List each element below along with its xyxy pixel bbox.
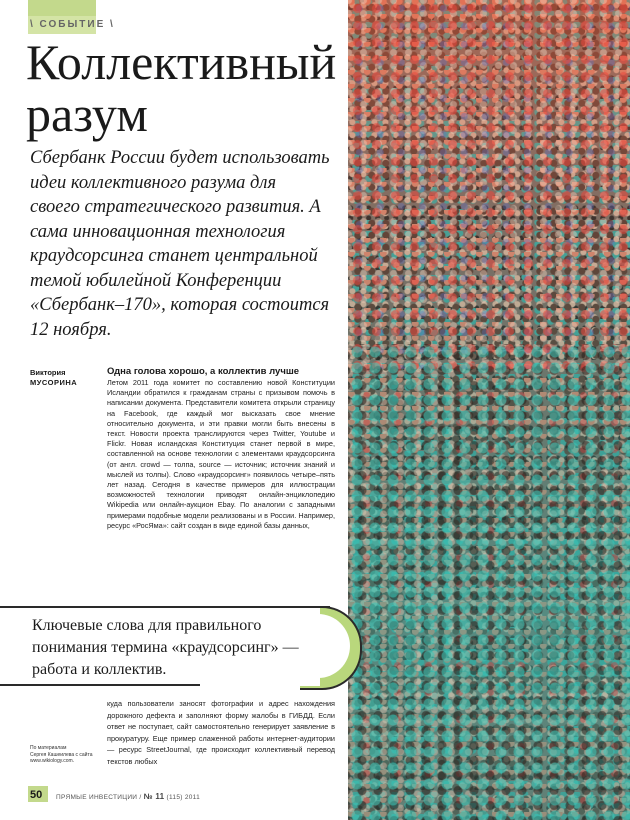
section-label: \ СОБЫТИЕ \ — [30, 19, 115, 30]
magazine-name: ПРЯМЫЕ ИНВЕСТИЦИИ / — [56, 794, 144, 801]
crowd-photo-top — [348, 0, 630, 369]
author-last-name: МУСОРИНА — [30, 378, 78, 387]
pull-quote-top-rule — [0, 606, 330, 608]
page-number: 50 — [30, 789, 43, 801]
body-text-bottom: куда пользователи заносят фотографии и адрес нахождения дорожного дефекта и заполняют форму жалобы в ГИБДД. Если ответ не поступает, сайт самостоятельно генерирует заявление в прокуратуру. Еще пример слаженной работы интернет-аудитории — ресурс StreetJournal, где происходит коллективный перевод текстов любых — [107, 699, 335, 766]
footer-magazine — [56, 792, 200, 801]
title-line-1: Коллективный — [26, 34, 337, 90]
photo-credit — [30, 745, 100, 765]
credit-line-2: Сергея Кашеилева с сайта — [30, 751, 93, 758]
credit-line-3: www.wikiology.com. — [30, 758, 75, 764]
crowd-photo-bottom — [348, 344, 630, 820]
pull-quote-bottom-rule — [0, 684, 200, 686]
crowd-photo — [348, 0, 630, 820]
article-subhead: Одна голова хорошо, а коллектив лучше — [107, 366, 300, 377]
issue-tail: (115) 2011 — [164, 794, 201, 801]
credit-line-1: По материалам — [30, 745, 67, 751]
body-text-top: Летом 2011 года комитет по составлению новой Конституции Исландии обратился к гражданам страны с призывом помочь в написании документа. Представители комитета открыли страницу на Facebook, где каждый мог высказать свое мнение относительно документа, и эти правки могли быть внесены в текст. Новости проекта транслируются через Twitter, Youtube и Flickr. Новая исландская Конституция станет первой в мире, составленной на основе технологии с элементами краудсорсинга (от англ. crowd — толпа, source — источник; источник знаний и мыслей из толпы). Слово «краудсорсинг» появилось четыре–пять лет назад. Сегодня в качестве примеров для иллюстрации возможностей технологии приводят онлайн-энциклопедию Wikipedia или онлайн-аукцион Ebay. По аналогии с западными примерами подобные модели реализованы и в России. Например, ресурс «РосЯма»: сайт создан в виде единой базы данных, — [107, 378, 335, 530]
pull-quote: Ключевые слова для правильного понимания термина «краудсорсинг» — работа и коллектив. — [32, 617, 299, 678]
title-line-2: разум — [26, 86, 148, 142]
article-title — [26, 36, 346, 140]
issue-number: № 11 — [143, 792, 165, 801]
author-first-name: Виктория — [30, 368, 66, 377]
article-lede: Сбербанк России будет использовать идеи коллективного разума для своего стратегического развития. А сама инновационная технология краудсорсинга станет центральной темой юбилейной Конференции «Сбербанк–170», которая состоится 12 ноября. — [30, 148, 330, 340]
author-byline — [30, 368, 100, 388]
